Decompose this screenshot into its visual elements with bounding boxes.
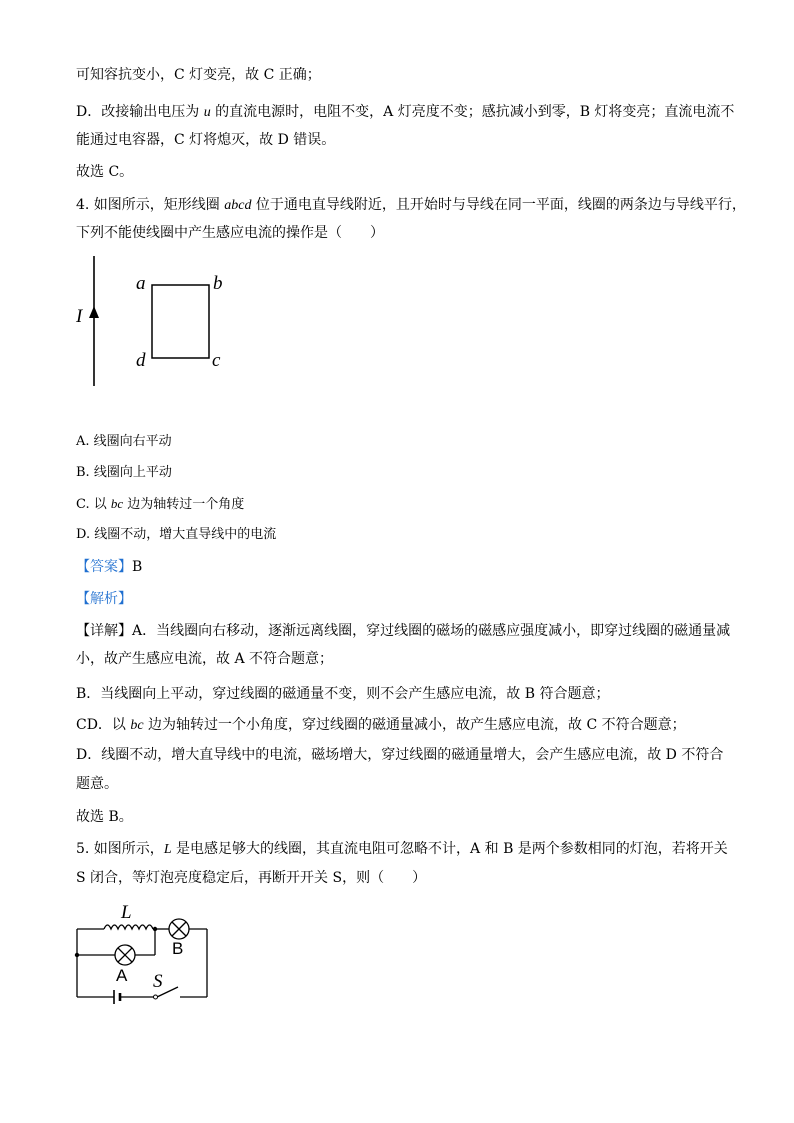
corner-d-label: d — [136, 350, 146, 371]
q4-analysis-tag: 【解析】 — [76, 591, 132, 607]
variable-bc: bc — [110, 496, 124, 511]
q4-detail-line-6: 题意。 — [76, 776, 118, 792]
variable-u: u — [203, 105, 211, 120]
q4-option-a: A. 线圈向右平动 — [76, 434, 172, 449]
q5-stem-line-2: S 闭合，等灯泡亮度稳定后，再断开开关 S，则（ ） — [76, 870, 427, 886]
current-label: I — [76, 306, 83, 327]
corner-b-label: b — [213, 273, 223, 294]
q4-option-c: C. 以 bc 边为轴转过一个角度 — [76, 496, 245, 512]
switch-contact — [154, 995, 158, 999]
q4-detail-line-1: 【详解】A．当线圈向右移动，逐渐远离线圈，穿过线圈的磁场的磁感应强度减小，即穿过线圈的磁通量减 — [76, 623, 731, 639]
q4-option-b: B. 线圈向上平动 — [76, 465, 172, 480]
q4-detail-line-2: 小，故产生感应电流，故 A 不符合题意； — [76, 651, 334, 667]
lamp-b-label: B — [172, 939, 184, 958]
answer-value: B — [132, 559, 143, 575]
q4-stem-line-2: 下列不能使线圈中产生感应电流的操作是（ ） — [76, 225, 384, 241]
variable-abcd: abcd — [224, 198, 252, 213]
corner-c-label: c — [212, 350, 221, 371]
prev-solution-line-3: 能通过电容器，C 灯将熄灭，故 D 错误。 — [76, 132, 336, 148]
inductor-label: L — [121, 902, 132, 923]
prev-solution-line-1: 可知容抗变小，C 灯变亮，故 C 正确； — [76, 67, 321, 83]
variable-l: L — [163, 842, 172, 857]
corner-a-label: a — [136, 273, 146, 294]
q4-option-d: D. 线圈不动，增大直导线中的电流 — [76, 527, 277, 542]
q4-conclusion: 故选 B。 — [76, 809, 133, 825]
detail-tag: 【详解】 — [76, 623, 132, 639]
prev-solution-line-2: D．改接输出电压为 u 的直流电源时，电阻不变，A 灯亮度不变；感抗减小到零，B 灯将变亮；直流电流不 — [76, 104, 735, 120]
lamp-a-label: A — [116, 966, 128, 985]
q4-detail-line-5: D．线圈不动，增大直导线中的电流，磁场增大，穿过线圈的磁通量增大，会产生感应电流，故 D 不符合 — [76, 747, 724, 763]
answer-tag: 【答案】 — [76, 559, 132, 575]
q4-stem-line-1: 4. 如图所示，矩形线圈 abcd 位于通电直导线附近，且开始时与导线在同一平面，线圈的两条边与导线平行， — [76, 197, 746, 213]
prev-conclusion: 故选 C。 — [76, 164, 134, 180]
q4-detail-line-3: B．当线圈向上平动，穿过线圈的磁通量不变，则不会产生感应电流，故 B 符合题意； — [76, 686, 610, 702]
junction-dot-top — [153, 927, 157, 931]
junction-dot-left — [75, 953, 79, 957]
inductor-coil — [104, 925, 153, 929]
q5-stem-line-1: 5. 如图所示，L 是电感足够大的线圈，其直流电阻可忽略不计，A 和 B 是两个参数相同的灯泡，若将开关 — [76, 841, 728, 857]
switch-label: S — [153, 971, 163, 992]
q4-detail-line-4: CD．以 bc 边为轴转过一个小角度，穿过线圈的磁通量减小，故产生感应电流，故 C 不符合题意； — [76, 717, 686, 733]
